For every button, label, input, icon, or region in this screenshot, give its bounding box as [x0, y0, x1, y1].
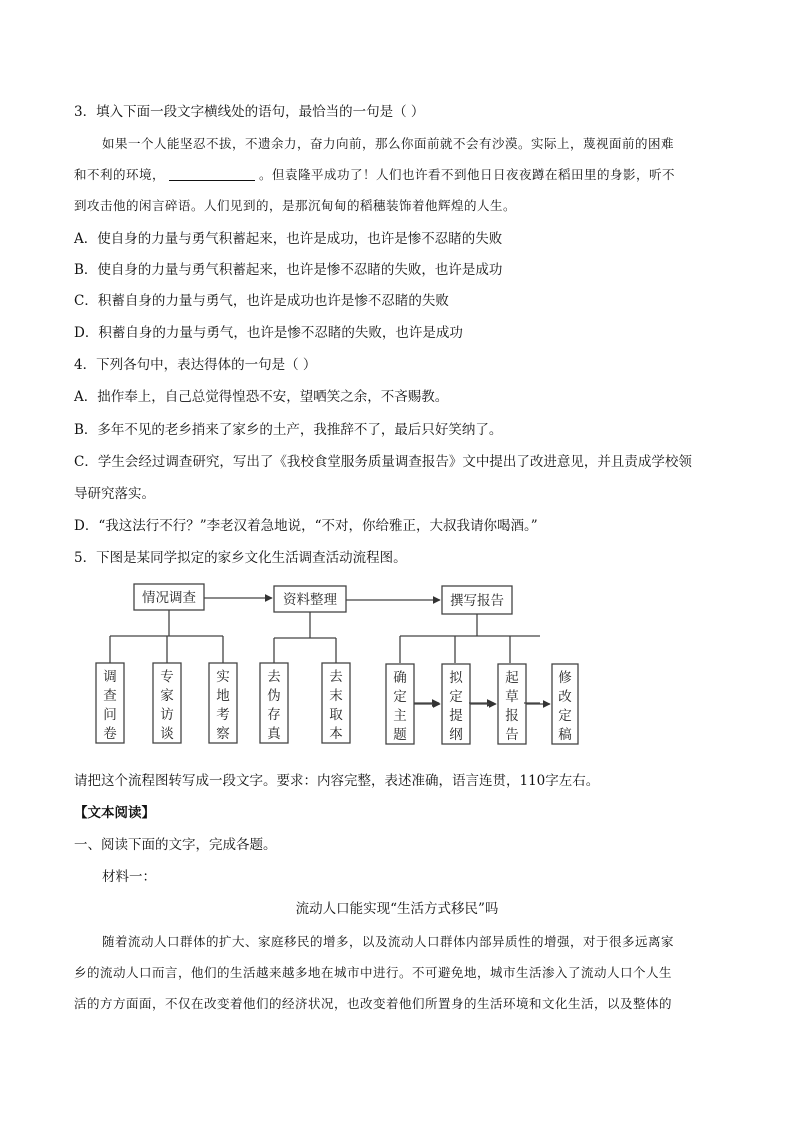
method-char: 取	[329, 707, 343, 723]
method-char: 问	[103, 707, 117, 723]
method-char: 去	[267, 669, 281, 685]
method-char: 专	[160, 669, 174, 685]
step-char: 修	[558, 670, 572, 686]
q3-passage-line-3: 到攻击他的闲言碎语。人们见到的，是那沉甸甸的稻穗装饰着他辉煌的人生。	[74, 198, 517, 213]
article-para-line-2: 乡的流动人口而言，他们的生活越来越多地在城市中进行。不可避免地，城市生活渗入了流动人口个人生	[74, 965, 673, 980]
step-char: 提	[449, 708, 463, 724]
material-label: 材料一：	[102, 869, 156, 885]
q3-option-b: B．使自身的力量与勇气积蓄起来，也许是惨不忍睹的失败，也许是成功	[74, 262, 503, 278]
step-char: 定	[449, 689, 463, 705]
step-char: 题	[393, 727, 407, 743]
step-char: 改	[558, 689, 572, 705]
method-char: 去	[329, 669, 343, 685]
method-char: 本	[329, 726, 343, 742]
step-char: 定	[393, 689, 407, 705]
stage-report-label: 撰写报告	[450, 593, 504, 609]
method-char: 调	[103, 669, 117, 685]
reading-task: 一、阅读下面的文字，完成各题。	[74, 837, 277, 853]
report-steps	[380, 658, 580, 750]
stage-survey-label: 情况调查	[142, 590, 196, 606]
q3-passage-line-2	[74, 165, 675, 185]
q5-stem: 5．下图是某同学拟定的家乡文化生活调查活动流程图。	[74, 550, 407, 566]
step-char: 稿	[558, 727, 572, 743]
q3-option-c: C．积蓄自身的力量与勇气，也许是成功也许是惨不忍睹的失败	[74, 293, 449, 309]
method-char: 家	[160, 688, 174, 704]
step-char: 定	[558, 708, 572, 724]
step-char: 报	[505, 708, 519, 724]
section-title: 【文本阅读】	[74, 805, 155, 821]
q4-option-c-cont: 导研究落实。	[74, 486, 155, 502]
step-char: 起	[505, 670, 519, 686]
method-char: 访	[160, 707, 174, 723]
article-para-line-3: 活的方方面面，不仅在改变着他们的经济状况，也改变着他们所置身的生活环境和文化生活，以及整体的	[74, 996, 673, 1011]
q4-option-d: D．“我这法行不行？”李老汉着急地说，“不对，你给雅正，大叔我请你喝酒。”	[74, 518, 538, 534]
q4-stem: 4．下列各句中，表达得体的一句是（ ）	[74, 357, 317, 373]
step-char: 纲	[449, 727, 463, 743]
q4-option-c: C．学生会经过调查研究，写出了《我校食堂服务质量调查报告》文中提出了改进意见，并且责成学校领	[74, 454, 692, 470]
q3-option-a: A．使自身的力量与勇气积蓄起来，也许是成功，也许是惨不忍睹的失败	[74, 231, 503, 247]
step-char: 主	[393, 708, 407, 724]
q4-option-a: A．拙作奉上，自己总觉得惶恐不安，望哂笑之余，不吝赐教。	[74, 389, 449, 405]
method-char: 谈	[160, 726, 174, 742]
fill-in-blank	[169, 166, 255, 181]
q4-option-b: B．多年不见的老乡捎来了家乡的土产，我推辞不了，最后只好笑纳了。	[74, 422, 503, 438]
stage-organize-label: 资料整理	[283, 592, 337, 608]
step-char: 确	[393, 670, 407, 686]
step-char: 草	[505, 689, 519, 705]
method-char: 查	[103, 688, 117, 704]
step-char: 拟	[449, 670, 463, 686]
q3-option-d: D．积蓄自身的力量与勇气，也许是惨不忍睹的失败，也许是成功	[74, 325, 463, 341]
method-char: 察	[216, 726, 230, 742]
article-title: 流动人口能实现“生活方式移民”吗	[295, 901, 499, 917]
method-char: 实	[216, 669, 230, 685]
article-para-line-1: 随着流动人口群体的扩大、家庭移民的增多，以及流动人口群体内部异质性的增强，对于很多远离家	[102, 934, 675, 949]
method-char: 末	[329, 688, 343, 704]
method-char: 真	[267, 726, 281, 742]
q3-passage-line-2a: 和不利的环境，	[74, 167, 166, 182]
method-char: 考	[216, 707, 230, 723]
q3-stem: 3．填入下面一段文字横线处的语句，最恰当的一句是（ ）	[74, 104, 425, 120]
method-char: 伪	[267, 688, 281, 704]
method-char: 存	[267, 707, 281, 723]
q3-passage-line-1: 如果一个人能坚忍不拔，不遗余力，奋力向前，那么你面前就不会有沙漠。实际上，蔑视面前的困难	[102, 136, 675, 151]
q3-passage-line-2b: 。但袁隆平成功了！人们也许看不到他日日夜夜蹲在稻田里的身影，听不	[259, 167, 676, 182]
step-char: 告	[505, 727, 519, 743]
q5-instruction: 请把这个流程图转写成一段文字。要求：内容完整，表述准确，语言连贯，110字左右。	[74, 773, 600, 789]
method-char: 地	[216, 688, 230, 704]
method-char: 卷	[103, 726, 117, 742]
